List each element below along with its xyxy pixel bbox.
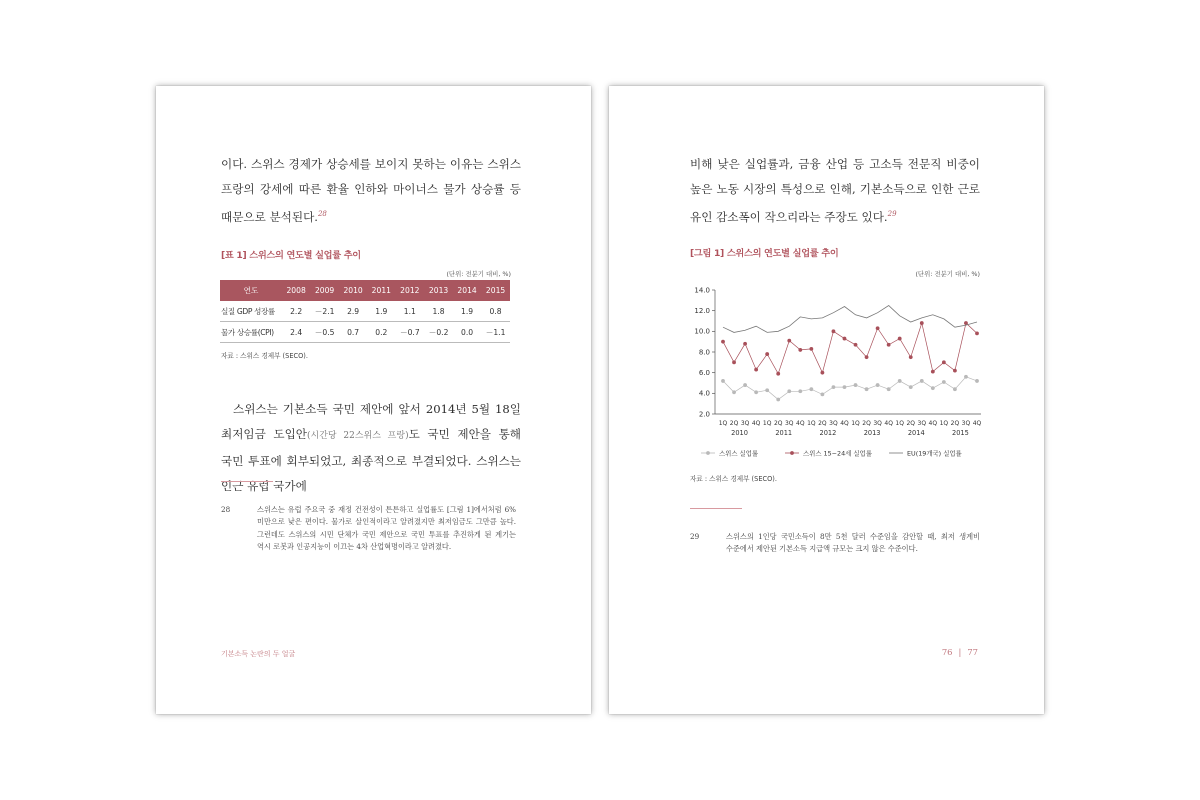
x-tick-label: 3Q — [961, 420, 971, 427]
left-paragraph-2 — [221, 397, 521, 499]
series-point-1 — [942, 360, 946, 364]
footnote-number-29: 29 — [690, 532, 700, 541]
series-point-1 — [975, 332, 979, 336]
x-tick-label: 2Q — [773, 420, 783, 427]
series-point-0 — [876, 383, 880, 387]
series-point-1 — [843, 337, 847, 341]
series-point-1 — [798, 348, 802, 352]
series-point-0 — [820, 392, 824, 396]
series-point-0 — [743, 383, 747, 387]
x-tick-label: 3Q — [829, 420, 838, 427]
x-tick-label: 3Q — [784, 420, 794, 427]
left-paragraph-2-text-a: 스위스는 기본소득 국민 제안에 앞서 2014년 5월 18일 최저임금 도입안 — [221, 402, 521, 441]
running-title: 기본소득 논란의 두 얼굴 — [221, 650, 296, 658]
table-row-label: 물가 상승률(CPI) — [220, 322, 282, 343]
series-point-1 — [931, 370, 935, 374]
series-line-2 — [723, 306, 977, 333]
footnote-ref-28[interactable]: 28 — [317, 210, 327, 218]
series-layer — [721, 306, 979, 402]
x-tick-label: 1Q — [851, 420, 860, 427]
table-cell: 0.2 — [367, 322, 395, 343]
series-point-1 — [953, 369, 957, 373]
series-point-1 — [876, 326, 880, 330]
x-axis — [715, 414, 982, 437]
x-tick-label: 2Q — [818, 420, 827, 427]
table-cell: 1.1 — [395, 301, 424, 322]
page-number-separator: | — [958, 647, 962, 657]
table-header-year: 2009 — [310, 280, 339, 301]
footnote-number: 28 — [221, 505, 231, 514]
series-point-1 — [920, 321, 924, 325]
left-paragraph-1-text: 이다. 스위스 경제가 상승세를 보이지 못하는 이유는 스위스 프랑의 강세에 따른 환율 인하와 마이너스 물가 상승률 등 때문으로 분석된다. — [221, 157, 521, 224]
x-year-label: 2014 — [907, 429, 925, 437]
footnote-text-29: 스위스의 1인당 국민소득이 8만 5천 달러 수준임을 감안할 때, 최저 생계비 수준에서 제안된 기본소득 지급액 규모는 크지 않은 수준이다. — [726, 532, 980, 554]
x-tick-label: 1Q — [895, 420, 904, 427]
y-tick-label: 6.0 — [698, 369, 710, 378]
y-tick-label: 8.0 — [698, 348, 710, 357]
right-paragraph-1-text: 비해 낮은 실업률과, 금융 산업 등 고소득 전문직 비중이 높은 노동 시장의 특성으로 인해, 기본소득으로 인한 근로 유인 감소폭이 작으리라는 주장도 있다. — [690, 157, 980, 224]
series-point-0 — [732, 390, 736, 394]
table-source: 자료 : 스위스 경제부 (SECO). — [221, 352, 308, 360]
series-point-0 — [787, 389, 791, 393]
x-year-label: 2013 — [863, 429, 881, 437]
x-year-label: 2015 — [952, 429, 969, 437]
figure-unit-note: (단위: 전분기 대비, %) — [915, 270, 980, 278]
table-header-year: 2011 — [367, 280, 395, 301]
series-point-0 — [798, 389, 802, 393]
series-point-0 — [931, 386, 935, 390]
figure-source: 자료 : 스위스 경제부 (SECO). — [690, 475, 777, 483]
chart-legend — [701, 448, 963, 457]
table-cell: 1.9 — [367, 301, 395, 322]
table-caption: [표 1] 스위스의 연도별 실업률 추이 — [221, 250, 361, 261]
table-cell: 2.9 — [339, 301, 367, 322]
series-point-0 — [865, 387, 869, 391]
table-cell: 0.0 — [453, 322, 481, 343]
table-row — [220, 301, 510, 322]
footnote-ref-29[interactable]: 29 — [887, 210, 897, 218]
table-cell: －1.1 — [481, 322, 510, 343]
left-page — [156, 86, 591, 714]
series-point-1 — [865, 355, 869, 359]
table-header-year: 2012 — [395, 280, 424, 301]
table-header-label: 연도 — [220, 280, 282, 301]
series-point-0 — [765, 388, 769, 392]
right-paragraph-1 — [690, 152, 980, 230]
table-header-year: 2015 — [481, 280, 510, 301]
footnote-28 — [221, 504, 516, 554]
series-point-0 — [843, 385, 847, 389]
series-point-1 — [765, 352, 769, 356]
series-point-1 — [787, 339, 791, 343]
y-tick-label: 14.0 — [694, 286, 710, 295]
series-point-0 — [887, 387, 891, 391]
x-tick-label: 2Q — [862, 420, 871, 427]
x-tick-label: 1Q — [718, 420, 728, 427]
series-point-1 — [898, 337, 902, 341]
series-point-0 — [721, 379, 725, 383]
figure-caption: [그림 1] 스위스의 연도별 실업률 추이 — [690, 248, 839, 259]
table-cell: －0.7 — [395, 322, 424, 343]
series-point-0 — [909, 385, 913, 389]
table-cell: 1.9 — [453, 301, 481, 322]
series-point-1 — [754, 368, 758, 372]
series-point-0 — [776, 398, 780, 402]
table-cell: －0.5 — [310, 322, 339, 343]
table-header-year: 2010 — [339, 280, 367, 301]
left-paragraph-2-text-b: 도 국민 제안을 통해 국민 투표에 회부되었고, 최종적으로 부결되었다. 스위스는 인근 유럽 국가에 — [221, 427, 521, 493]
x-tick-label: 4Q — [928, 420, 938, 427]
x-tick-label: 4Q — [796, 420, 805, 427]
x-tick-label: 2Q — [906, 420, 916, 427]
table-header-row — [220, 280, 510, 301]
series-point-1 — [854, 343, 858, 347]
table-cell: 0.7 — [339, 322, 367, 343]
legend-swatch-marker — [790, 451, 794, 455]
series-point-1 — [809, 347, 813, 351]
footnote-divider-right — [690, 508, 742, 509]
x-tick-label: 1Q — [939, 420, 949, 427]
series-point-0 — [953, 387, 957, 391]
table-row-label: 실질 GDP 성장률 — [220, 301, 282, 322]
series-point-1 — [743, 342, 747, 346]
y-axis — [694, 286, 715, 418]
series-point-1 — [732, 360, 736, 364]
series-point-0 — [832, 385, 836, 389]
series-line-0 — [723, 377, 977, 400]
x-tick-label: 3Q — [917, 420, 927, 427]
table-cell: －0.2 — [424, 322, 453, 343]
x-year-label: 2011 — [775, 429, 793, 437]
footnote-29 — [690, 531, 980, 556]
series-point-1 — [776, 372, 780, 376]
table-cell: 2.4 — [282, 322, 310, 343]
x-tick-label: 4Q — [751, 420, 761, 427]
y-tick-label: 10.0 — [694, 327, 710, 336]
series-point-0 — [942, 380, 946, 384]
series-point-0 — [898, 379, 902, 383]
page-numbers — [942, 647, 978, 657]
series-point-0 — [754, 390, 758, 394]
x-tick-label: 4Q — [884, 420, 893, 427]
footnote-text: 스위스는 유럽 주요국 중 재정 건전성이 튼튼하고 실업률도 [그림 1]에서처럼 6% 미만으로 낮은 편이다. 물가로 살인적이라고 알려졌지만 최저임금도 그만큼 높다. 그런데도 스위스의 시민 단체가 국민 제안으로 국민 투표를 추진하게 된 계기는 역시 로봇과 인공지능이 이끄는 4차 산업혁명이라고 알려졌다. — [257, 505, 516, 552]
table-cell: 2.2 — [282, 301, 310, 322]
series-point-0 — [809, 387, 813, 391]
series-point-1 — [909, 355, 913, 359]
unemployment-line-chart — [669, 282, 989, 472]
series-point-1 — [887, 343, 891, 347]
x-year-label: 2010 — [731, 429, 748, 437]
x-tick-label: 4Q — [972, 420, 982, 427]
x-tick-label: 4Q — [840, 420, 849, 427]
x-tick-label: 2Q — [950, 420, 960, 427]
series-line-1 — [723, 323, 977, 374]
legend-label: 스위스 실업률 — [719, 449, 759, 458]
page-number-right: 77 — [967, 647, 978, 657]
x-tick-label: 1Q — [807, 420, 816, 427]
series-point-1 — [820, 371, 824, 375]
table-body — [220, 301, 510, 343]
page-number-left: 76 — [941, 647, 953, 657]
series-point-1 — [832, 329, 836, 333]
unemployment-table — [220, 280, 510, 343]
x-tick-label: 2Q — [729, 420, 739, 427]
x-tick-label: 3Q — [740, 420, 750, 427]
series-point-0 — [975, 379, 979, 383]
table-cell: －2.1 — [310, 301, 339, 322]
series-point-0 — [854, 383, 858, 387]
legend-label: 스위스 15~24세 실업률 — [803, 449, 872, 458]
x-year-label: 2012 — [819, 429, 837, 437]
y-tick-label: 12.0 — [694, 307, 710, 316]
y-tick-label: 4.0 — [698, 389, 710, 398]
table-unit-note: (단위: 전분기 대비, %) — [446, 270, 511, 278]
table-cell: 1.8 — [424, 301, 453, 322]
y-tick-label: 2.0 — [698, 410, 710, 419]
legend-label: EU(19개국) 실업률 — [907, 449, 962, 458]
x-tick-label: 3Q — [873, 420, 882, 427]
right-page — [609, 86, 1044, 714]
legend-swatch-marker — [706, 451, 710, 455]
table-header-year: 2013 — [424, 280, 453, 301]
table-header-year: 2008 — [282, 280, 310, 301]
footnote-divider — [221, 481, 273, 482]
x-tick-label: 1Q — [762, 420, 772, 427]
table-row — [220, 322, 510, 343]
series-point-0 — [964, 375, 968, 379]
table-header-year: 2014 — [453, 280, 481, 301]
left-paragraph-2-paren: (시간당 22스위스 프랑) — [307, 431, 409, 441]
series-point-1 — [721, 340, 725, 344]
table-cell: 0.8 — [481, 301, 510, 322]
left-paragraph-1 — [221, 152, 521, 230]
series-point-0 — [920, 379, 924, 383]
